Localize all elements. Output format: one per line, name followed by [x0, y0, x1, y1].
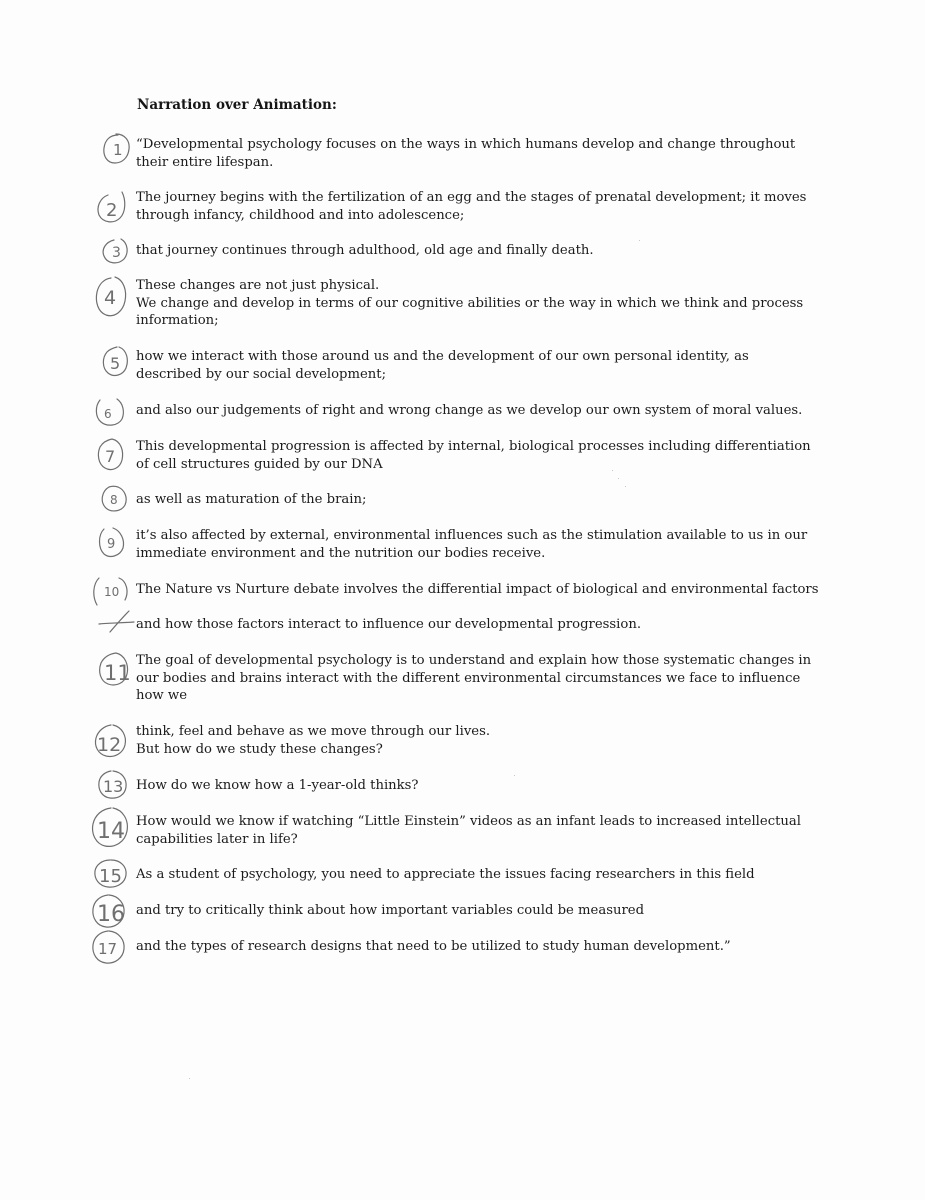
narration-paragraph-8: [136, 491, 801, 509]
circled-number-12-icon: [91, 722, 131, 760]
narration-paragraph-14: [136, 813, 801, 848]
narration-paragraph-5: [136, 348, 801, 383]
paragraph-line: that journey continues through adulthood, old age and finally death.: [136, 243, 594, 258]
narration-paragraph-12: [136, 723, 801, 758]
paragraph-line: it’s also affected by external, environmental influences such as the stimulation available to us in our: [136, 528, 808, 543]
circled-number-10-icon: [89, 572, 133, 612]
narration-paragraph-11: [136, 652, 812, 705]
paragraph-line: how we interact with those around us and the development of our own personal identity, as: [136, 349, 749, 364]
narration-paragraph-15: [136, 866, 801, 884]
circled-number-2-icon: [94, 188, 130, 226]
paragraph-line: As a student of psychology, you need to appreciate the issues facing researchers in this field: [136, 867, 755, 882]
svg-text:3: 3: [112, 245, 121, 261]
narration-paragraph-6: [136, 402, 801, 420]
paragraph-line: But how do we study these changes?: [136, 741, 383, 757]
paragraph-line: immediate environment and the nutrition our bodies receive.: [136, 545, 546, 561]
svg-text:13: 13: [103, 777, 124, 796]
circled-number-14-icon: [88, 805, 132, 851]
paragraph-line: How do we know how a 1-year-old thinks?: [136, 778, 419, 793]
circled-number-4-icon: [93, 275, 129, 321]
svg-text:2: 2: [106, 200, 118, 221]
circled-number-3-icon: [99, 236, 131, 266]
svg-text:14: 14: [97, 819, 125, 844]
narration-paragraph-10b: [136, 616, 801, 634]
svg-text:10: 10: [104, 585, 120, 599]
narration-paragraph-7: [136, 438, 811, 473]
strike-mark-icon: [96, 608, 136, 634]
paragraph-line: and the types of research designs that need to be utilized to study human development.”: [136, 939, 731, 954]
narration-paragraph-9: [136, 527, 808, 562]
paragraph-line: How would we know if watching “Little Einstein” videos as an infant leads to increased intellectual: [136, 814, 801, 829]
circled-number-8-icon: [97, 483, 131, 515]
scan-speck: [625, 486, 626, 487]
scan-speck: [189, 1078, 190, 1079]
paragraph-line: capabilities later in life?: [136, 831, 298, 847]
paragraph-line: and also our judgements of right and wrong change as we develop our own system of moral values.: [136, 403, 803, 418]
svg-text:8: 8: [110, 493, 118, 507]
circled-number-9-icon: [94, 524, 128, 562]
svg-text:1: 1: [113, 141, 123, 159]
circled-number-13-icon: [95, 768, 131, 802]
narration-paragraph-10: [136, 581, 819, 599]
paragraph-line: described by our social development;: [136, 366, 387, 382]
narration-paragraph-16: [136, 902, 801, 920]
svg-text:15: 15: [99, 866, 122, 887]
circled-number-5-icon: [99, 344, 131, 380]
page-title: Narration over Animation:: [137, 97, 337, 113]
scan-speck: [612, 470, 613, 471]
circled-number-15-icon: [91, 857, 131, 891]
paragraph-line: The Nature vs Nurture debate involves the differential impact of biological and environmental factors: [136, 582, 819, 597]
paragraph-line: and try to critically think about how important variables could be measured: [136, 903, 645, 918]
svg-text:12: 12: [97, 734, 122, 756]
scan-speck: [639, 240, 640, 241]
paragraph-line: of cell structures guided by our DNA: [136, 456, 383, 472]
svg-text:16: 16: [97, 902, 125, 927]
svg-text:7: 7: [105, 447, 116, 466]
paragraph-line: information;: [136, 313, 219, 328]
paragraph-line: their entire lifespan.: [136, 154, 274, 170]
paragraph-line: our bodies and brains interact with the different environmental circumstances we face to influence: [136, 670, 801, 686]
narration-paragraph-1: [136, 136, 801, 171]
narration-paragraph-13: [136, 777, 801, 795]
paragraph-line: We change and develop in terms of our cognitive abilities or the way in which we think and process: [136, 295, 804, 311]
narration-paragraph-3: [136, 242, 801, 260]
circled-number-7-icon: [94, 436, 126, 474]
paragraph-line: The journey begins with the fertilization of an egg and the stages of prenatal development; it moves: [136, 190, 807, 205]
paragraph-line: and how those factors interact to influence our developmental progression.: [136, 617, 642, 632]
narration-paragraph-17: [136, 938, 801, 956]
paragraph-line: through infancy, childhood and into adolescence;: [136, 207, 465, 223]
narration-paragraph-4: [136, 277, 804, 330]
svg-text:9: 9: [107, 537, 116, 552]
circled-number-16-icon: [89, 892, 129, 932]
paragraph-line: This developmental progression is affected by internal, biological processes including differentiation: [136, 439, 811, 454]
scan-speck: [618, 478, 619, 479]
svg-text:5: 5: [110, 354, 121, 373]
paragraph-line: how we: [136, 688, 188, 703]
svg-text:17: 17: [98, 940, 118, 958]
paragraph-line: “Developmental psychology focuses on the ways in which humans develop and change throughout: [136, 137, 796, 152]
paragraph-line: think, feel and behave as we move through our lives.: [136, 724, 491, 739]
circled-number-1-icon: [100, 132, 132, 166]
paragraph-line: The goal of developmental psychology is to understand and explain how those systematic changes in: [136, 653, 812, 668]
circled-number-6-icon: [92, 395, 128, 429]
scan-speck: [514, 775, 515, 776]
svg-text:6: 6: [104, 407, 112, 421]
svg-text:11: 11: [104, 661, 131, 685]
paragraph-line: as well as maturation of the brain;: [136, 492, 367, 507]
paragraph-line: These changes are not just physical.: [136, 278, 380, 293]
svg-text:4: 4: [104, 287, 117, 309]
circled-number-17-icon: [89, 928, 129, 968]
narration-paragraph-2: [136, 189, 807, 224]
circled-number-11-icon: [95, 650, 133, 690]
